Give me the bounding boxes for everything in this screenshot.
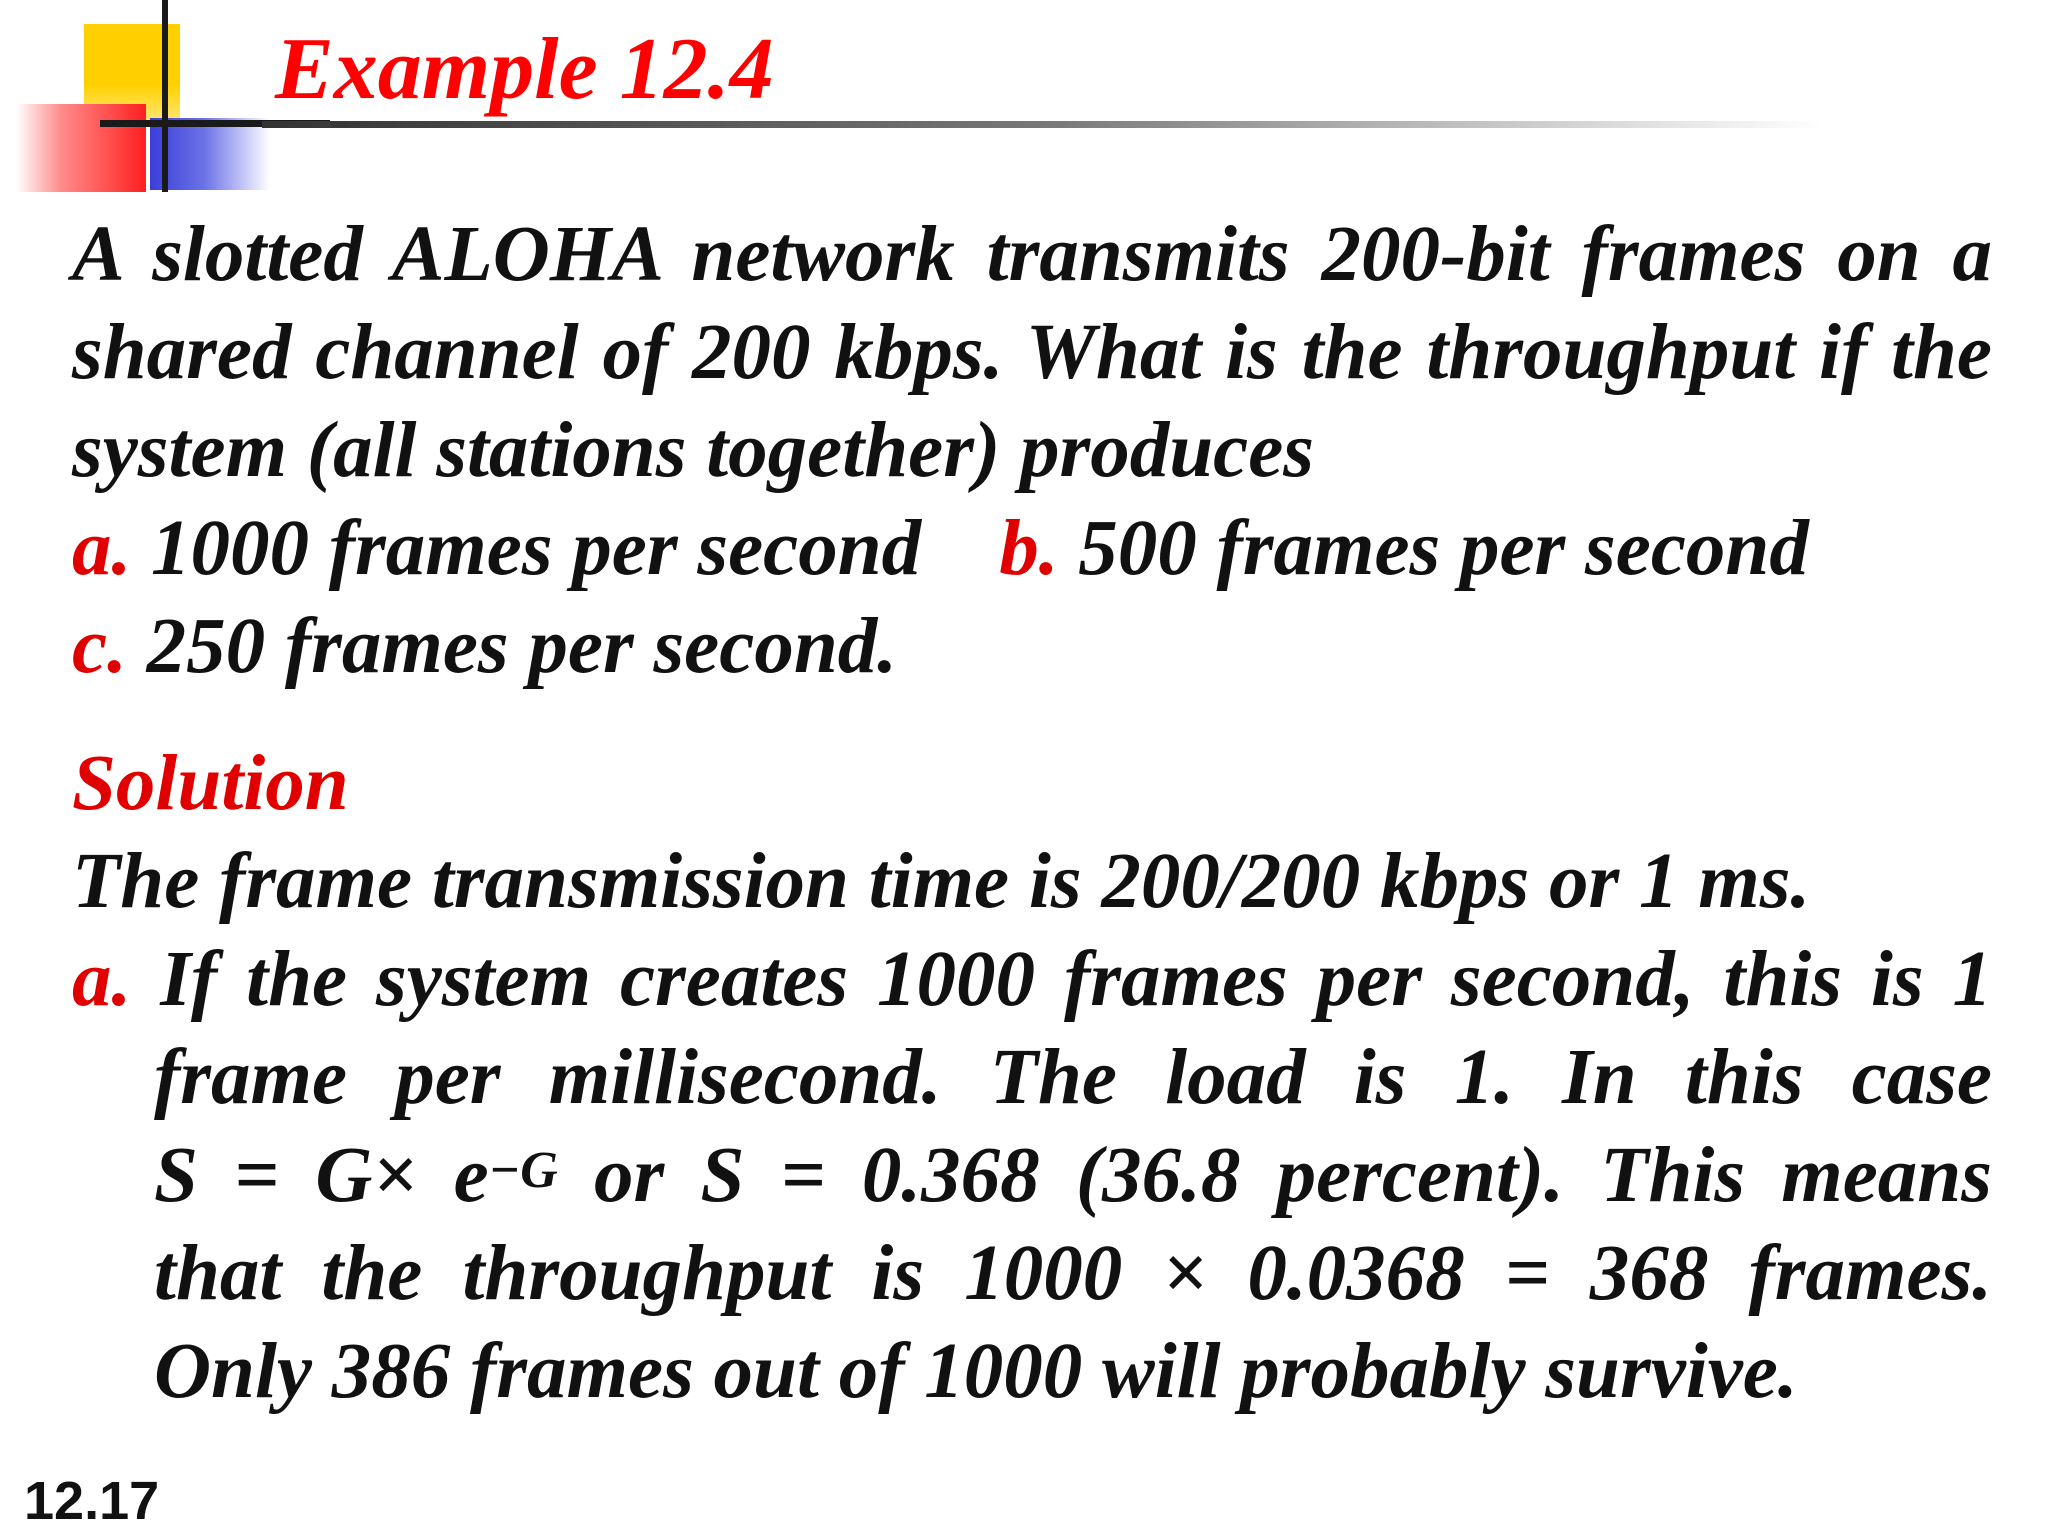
formula-exponent: −G — [488, 1142, 558, 1199]
solution-intro: The frame transmission time is 200/200 kbps or 1 ms. — [72, 838, 1811, 925]
solution-a-line-2: frame per millisecond. The load is 1. In this case — [154, 1034, 1992, 1121]
formula-pre: S = G× e — [154, 1132, 489, 1219]
option-c-marker: c. — [72, 603, 127, 690]
solution-a-line-4: that the throughput is 1000 × 0.0368 = 368 frames. — [154, 1230, 1992, 1317]
problem-statement — [72, 206, 1992, 696]
problem-options-ab — [72, 500, 1992, 598]
option-a-text: 1000 frames per second — [131, 505, 922, 592]
problem-line-3: system (all stations together) produces — [72, 407, 1315, 494]
problem-option-c — [72, 598, 1992, 696]
formula-post: or S = 0.368 (36.8 percent). This means — [557, 1132, 1992, 1219]
title-rule — [262, 121, 1822, 128]
option-a-marker: a. — [72, 505, 132, 592]
solution-a-marker: a. — [72, 936, 132, 1023]
solution-body — [72, 833, 1992, 1421]
solution-a-line-3 — [72, 1127, 1992, 1225]
slide-title: Example 12.4 — [275, 21, 774, 118]
option-c-text: 250 frames per second. — [126, 603, 898, 690]
solution-a-line-1-text: If the system creates 1000 frames per second, this is 1 — [160, 936, 1993, 1023]
option-b-marker: b. — [999, 505, 1059, 592]
solution-a-line-5: Only 386 frames out of 1000 will probably survive. — [154, 1328, 1798, 1415]
ornament-vertical-line — [162, 0, 168, 192]
page-number: 12.17 — [24, 1471, 160, 1531]
problem-line-1: A slotted ALOHA network transmits 200-bit frames on a — [72, 211, 1992, 298]
ornament-blue-gradient — [150, 118, 270, 190]
ornament-red-gradient — [16, 104, 146, 192]
solution-a-line-1 — [72, 931, 1992, 1029]
option-b-text: 500 frames per second — [1058, 505, 1809, 592]
solution-heading: Solution — [72, 740, 349, 827]
problem-line-2: shared channel of 200 kbps. What is the throughput if the — [72, 309, 1992, 396]
title-ornament — [0, 0, 280, 200]
